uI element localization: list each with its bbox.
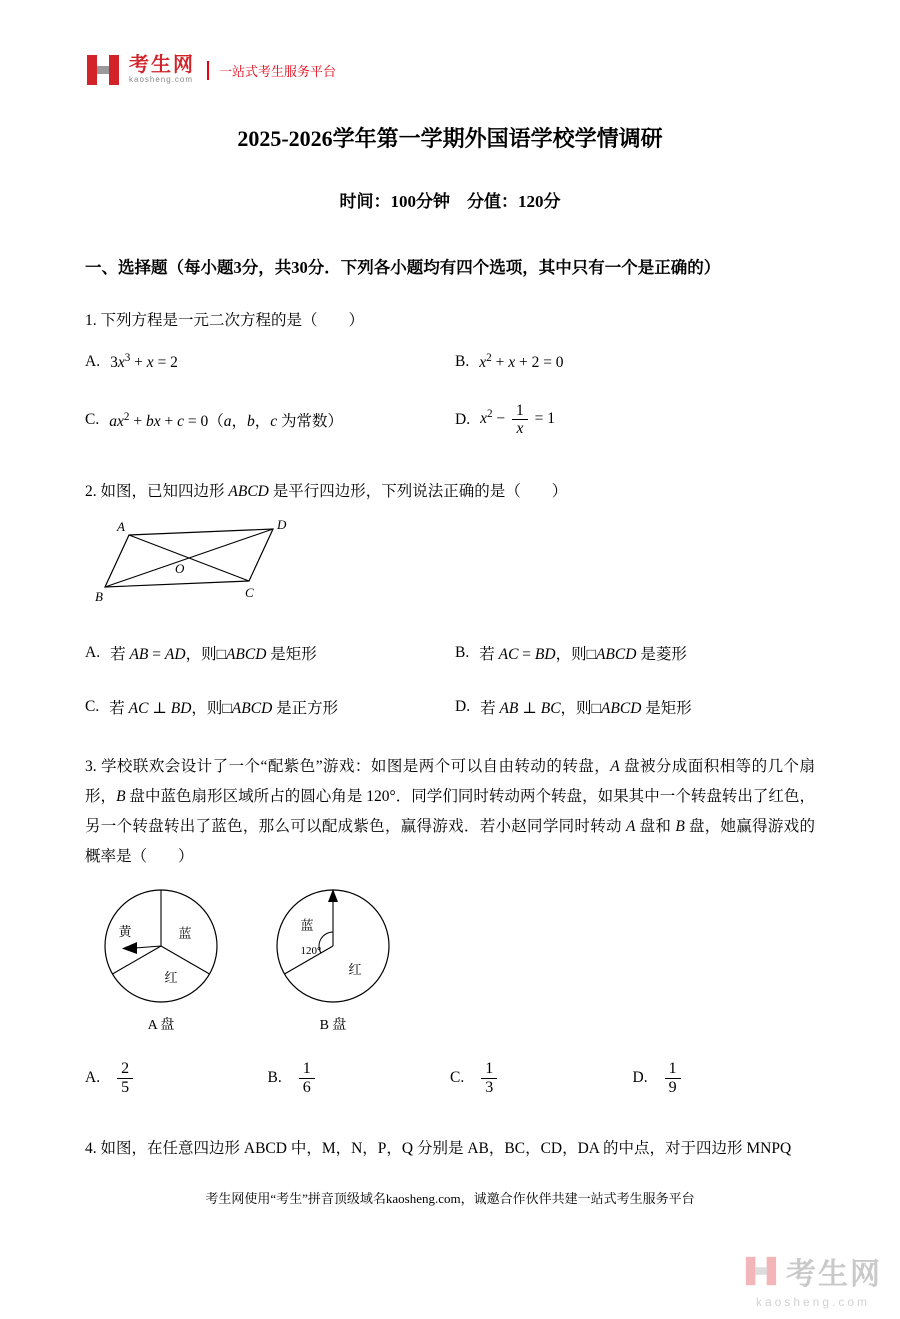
fraction xyxy=(299,1060,315,1096)
q1-option-a xyxy=(85,352,455,372)
sector-label-yellow: 黄 xyxy=(118,924,132,940)
q2-option-c xyxy=(85,696,455,718)
spinner-a xyxy=(99,884,223,1034)
sector-label-blue: 蓝 xyxy=(178,926,192,942)
option-label: D. xyxy=(455,698,471,716)
kaosheng-watermark-icon xyxy=(744,1254,778,1288)
parallelogram-figure xyxy=(95,517,815,614)
q1-option-b xyxy=(455,352,564,372)
watermark-domain: kaosheng.com xyxy=(755,1295,871,1309)
page-content xyxy=(0,46,900,1207)
fraction-denominator: 6 xyxy=(302,1078,311,1096)
spinner-b xyxy=(271,884,395,1034)
q2-stem: 2. 如图，已知四边形 ABCD 是平行四边形，下列说法正确的是（ ） xyxy=(85,483,568,501)
footer-text: 考生网使用“考生”拼音顶级域名kaosheng.com，诚邀合作伙伴共建一站式考生服务平台 xyxy=(205,1191,695,1207)
q3-answer-c xyxy=(450,1060,633,1096)
question-1 xyxy=(85,308,815,437)
q2-options-row-2 xyxy=(85,696,815,718)
spinner-b-caption: B 盘 xyxy=(319,1018,347,1034)
q3-answer-b xyxy=(268,1060,451,1096)
fraction-numerator: 1 xyxy=(665,1060,681,1079)
spinner-b-svg xyxy=(271,884,395,1008)
q1-stem: 1. 下列方程是一元二次方程的是（ ） xyxy=(85,312,365,329)
option-text: 若 AC = BD，则□ABCD 是菱形 xyxy=(479,646,687,664)
brand-domain: kaosheng.com xyxy=(129,75,194,85)
q3-answer-a xyxy=(85,1060,268,1096)
brand-text xyxy=(129,55,195,84)
fraction-denominator: 9 xyxy=(668,1078,677,1096)
q2-option-d xyxy=(455,696,692,718)
q4-stem: 4. 如图，在任意四边形 ABCD 中，M，N，P，Q 分别是 AB，BC，CD，DA 的中点，对于四边形 MNPQ xyxy=(85,1140,792,1158)
vertex-label-a: A xyxy=(117,519,125,535)
fraction-numerator: 1 xyxy=(481,1060,497,1079)
fraction-denominator: 3 xyxy=(485,1078,494,1096)
option-label: D. xyxy=(455,410,471,428)
q3-answer-d xyxy=(633,1060,816,1096)
spinner-arrowhead-icon xyxy=(328,889,338,902)
brand-tagline: 一站式考生服务平台 xyxy=(207,61,336,80)
q2-options-row-1 xyxy=(85,642,815,664)
page-title: 2025-2026学年第一学期外国语学校学情调研 xyxy=(237,126,663,151)
option-label: B. xyxy=(455,644,470,662)
q2-option-a xyxy=(85,642,455,664)
q2-option-b xyxy=(455,642,687,664)
exam-meta: 时间：100分钟 分值：120分 xyxy=(339,192,561,211)
watermark-top xyxy=(744,1249,882,1293)
option-label: C. xyxy=(85,410,100,428)
fraction-denominator: 5 xyxy=(121,1078,130,1096)
option-label: A. xyxy=(85,644,101,662)
q1-option-c xyxy=(85,409,455,431)
option-label: B. xyxy=(455,353,470,371)
question-4 xyxy=(85,1136,815,1158)
vertex-label-d: D xyxy=(277,517,287,533)
fraction xyxy=(117,1060,133,1096)
q1-options-row-2 xyxy=(85,402,815,437)
header-brand xyxy=(85,46,815,94)
vertex-label-b: B xyxy=(95,589,103,605)
parallelogram-svg xyxy=(95,517,315,609)
question-2 xyxy=(85,479,815,718)
fraction xyxy=(481,1060,497,1096)
option-formula: $ax^2$ + bx + c = 0（a，b，c 为常数） xyxy=(109,410,344,430)
center-label-o: O xyxy=(175,561,185,577)
option-label: B. xyxy=(267,1069,282,1087)
option-formula: $3x^3 + x = 2$ xyxy=(110,352,178,372)
q3-stem: 3. 学校联欢会设计了一个“配紫色”游戏：如图是两个可以自由转动的转盘，A 盘被分成面积相等的几个扇形，B 盘中蓝色扇形区域所占的圆心角是 120°．同学们同时转动两个转盘，如果其中一个转盘转出了红色，另一个转盘转出了蓝色，那么可以配成紫色，赢得游戏．若小赵同学同时转动 A 盘和 B 盘，她赢得游戏的概率是（ ） xyxy=(85,758,815,866)
brand-name: 考生网 xyxy=(129,54,195,77)
sector-label-blue: 蓝 xyxy=(300,918,314,934)
angle-label: 120° xyxy=(300,945,322,958)
watermark-brand-name: 考生网 xyxy=(786,1258,882,1291)
sector-label-red: 红 xyxy=(348,962,362,978)
spinner-arrowhead-icon xyxy=(122,942,137,954)
vertex-label-c: C xyxy=(245,585,254,601)
q3-answers-row xyxy=(85,1060,815,1096)
option-label: D. xyxy=(632,1069,648,1087)
option-text: 若 AC ⊥ BD，则□ABCD 是正方形 xyxy=(109,700,339,718)
fraction-numerator: 1 xyxy=(299,1060,315,1079)
section-1-header: 一、选择题（每小题3分，共30分．下列各小题均有四个选项，其中只有一个是正确的） xyxy=(85,258,721,277)
q1-options-row-1 xyxy=(85,352,815,372)
option-text: 若 AB = AD，则□ABCD 是矩形 xyxy=(110,646,317,664)
kaosheng-logo-icon xyxy=(85,52,121,88)
spinner-a-caption: A 盘 xyxy=(147,1018,175,1034)
fraction xyxy=(665,1060,681,1096)
spinner-figures xyxy=(99,884,815,1034)
option-text: 若 AB ⊥ BC，则□ABCD 是矩形 xyxy=(480,700,692,718)
spinner-a-svg xyxy=(99,884,223,1008)
option-label: A. xyxy=(85,353,101,371)
q1-option-d xyxy=(455,402,555,437)
option-formula: $x^2 + x + 2 = 0$ xyxy=(479,352,564,372)
sector-label-red: 红 xyxy=(164,970,178,986)
option-formula: $x^2$ − $\frac{1}{x}$ = 1 xyxy=(480,402,556,438)
question-3 xyxy=(85,752,815,1096)
option-label: A. xyxy=(85,1069,101,1087)
option-label: C. xyxy=(85,698,100,716)
option-label: C. xyxy=(450,1069,465,1087)
fraction-numerator: 2 xyxy=(117,1060,133,1079)
watermark xyxy=(744,1249,882,1309)
